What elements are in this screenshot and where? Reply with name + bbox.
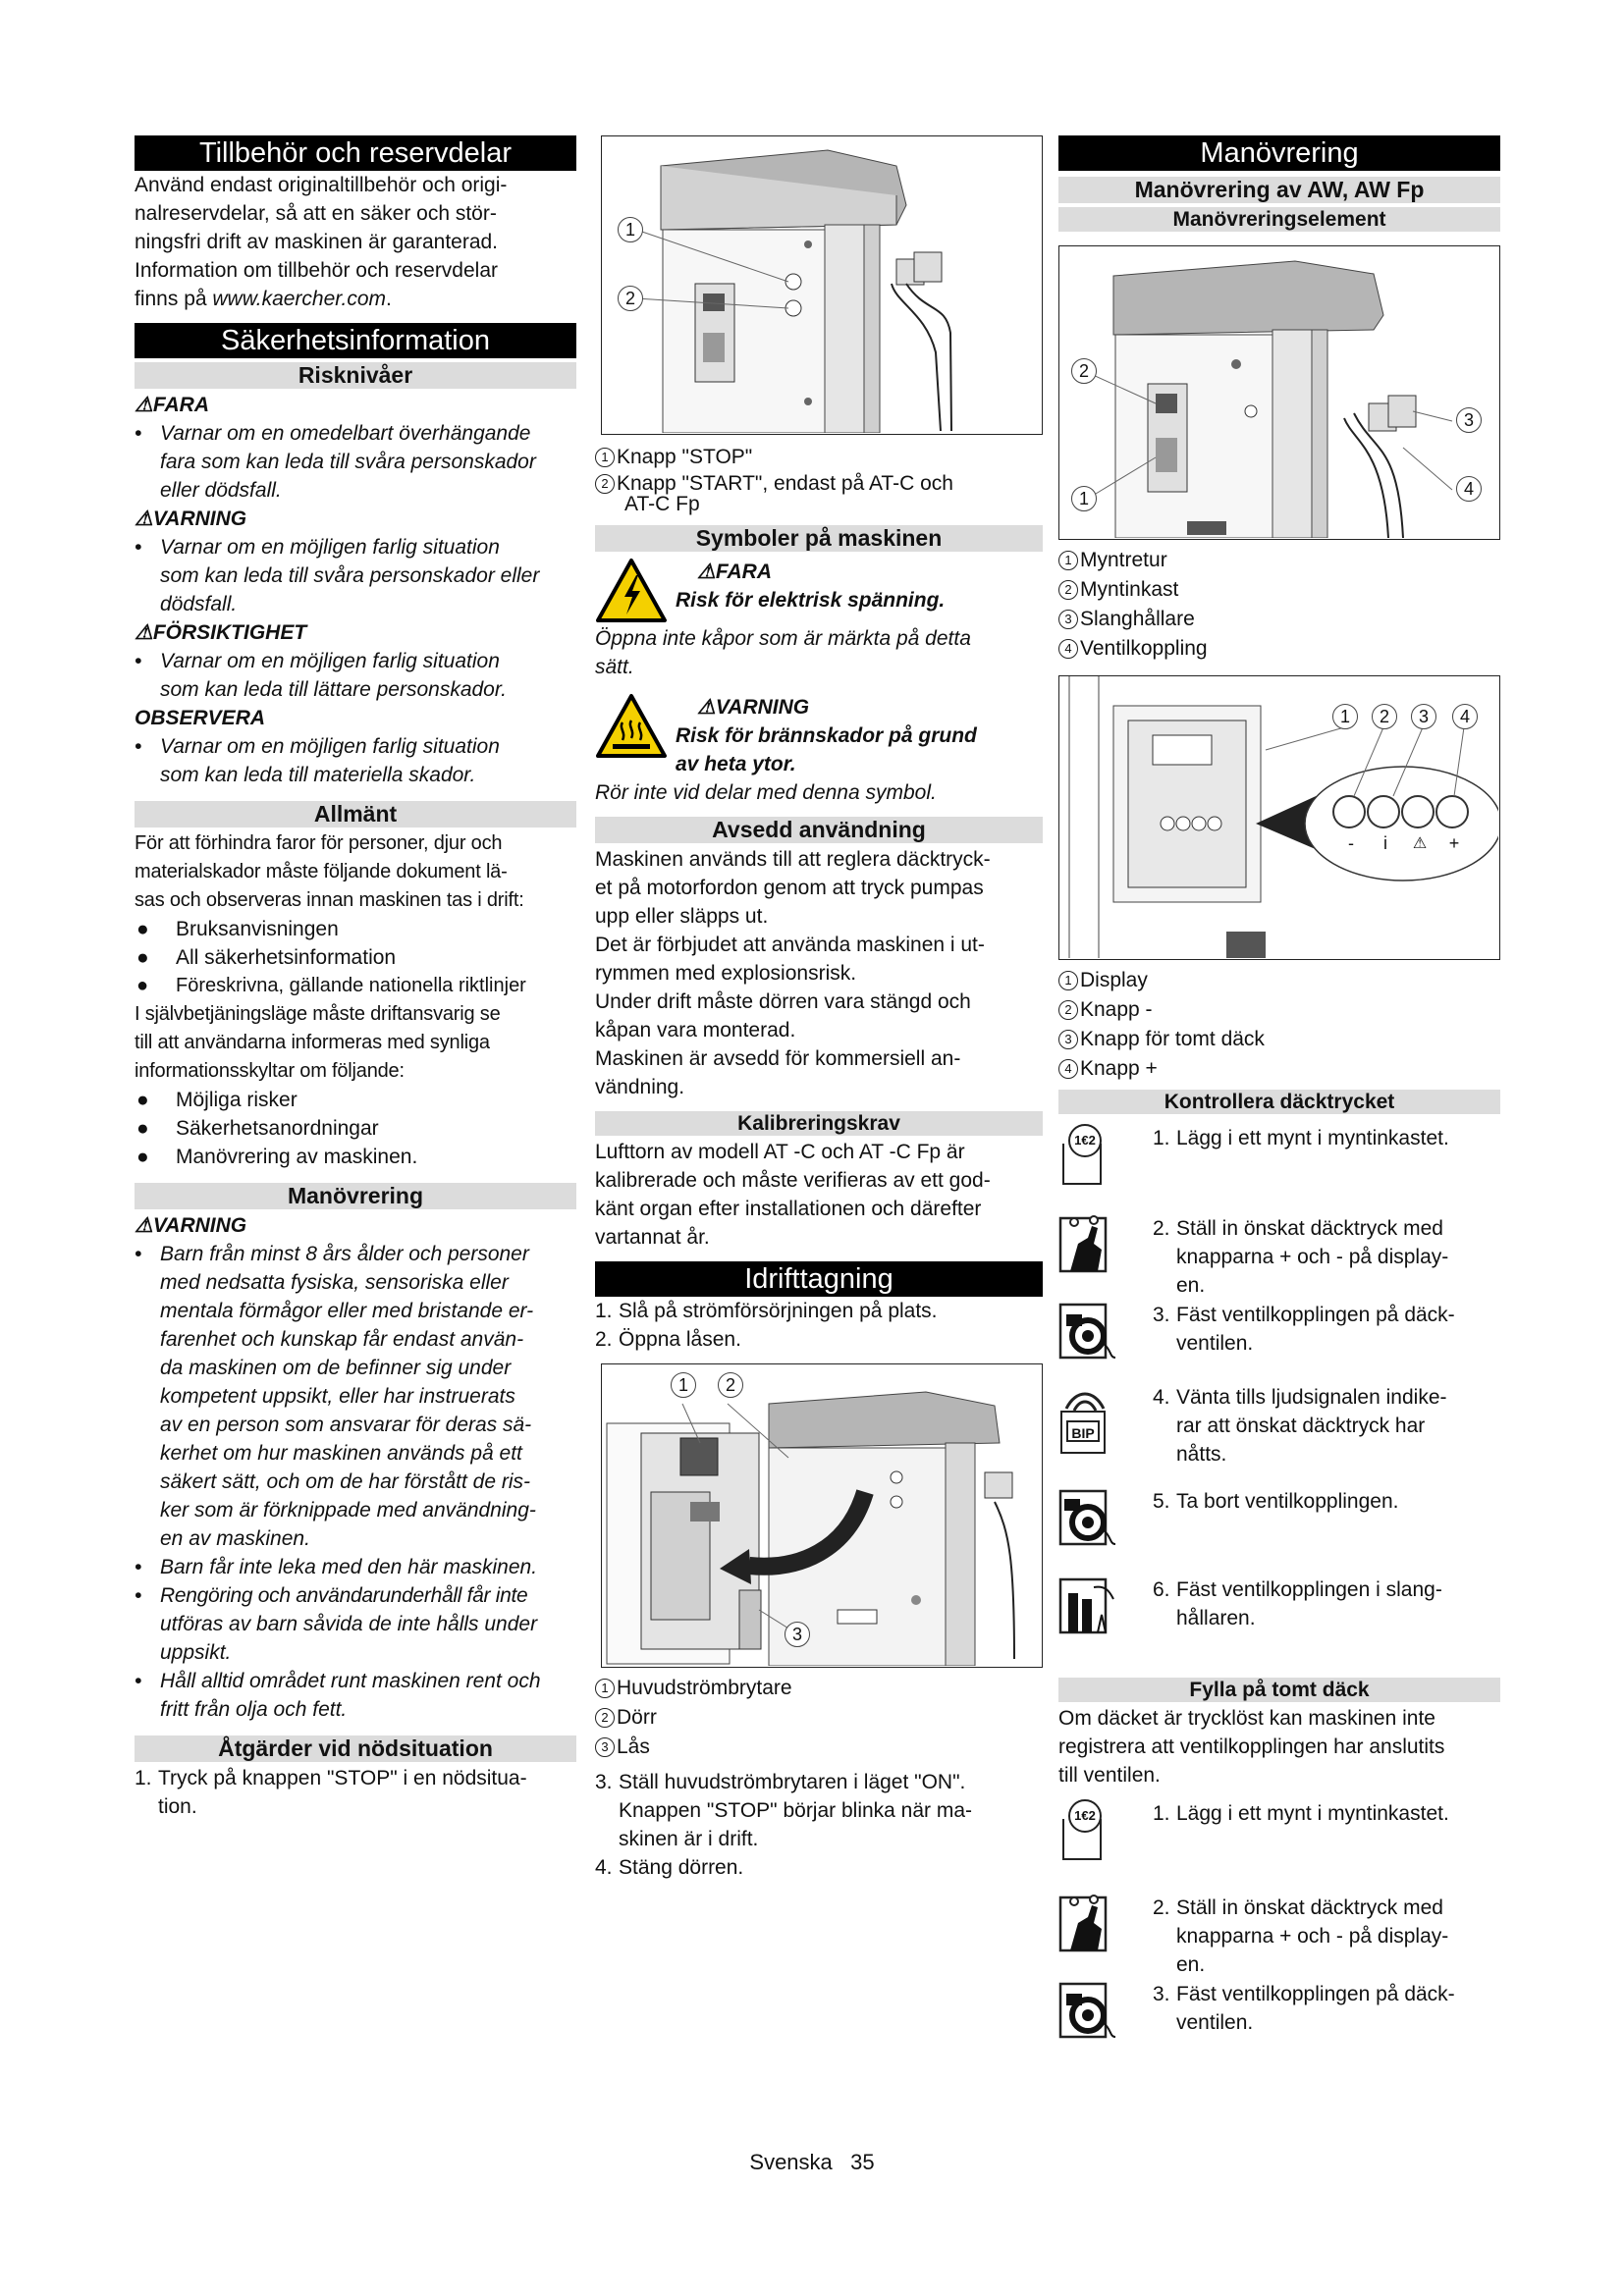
coin-unit-figure	[1058, 245, 1500, 540]
step-number: 2.	[1153, 1896, 1170, 1919]
text: känt organ efter installationen och därefter	[595, 1198, 982, 1220]
text: All säkerhetsinformation	[176, 946, 397, 969]
text: sas och observeras innan maskinen tas i drift:	[135, 889, 524, 911]
legend-item	[595, 1674, 1043, 1703]
list-item	[135, 1114, 576, 1143]
text: rymmen med explosionsrisk.	[595, 962, 857, 985]
callout-1: 1	[671, 1372, 696, 1398]
legend-item	[1058, 1054, 1500, 1084]
step-text	[1153, 1124, 1500, 1152]
text: fara som kan leda till svåra personskador	[160, 451, 536, 473]
coin-label: 1€2	[1068, 1124, 1102, 1157]
list-item	[135, 1667, 576, 1695]
text: utföras av barn såvida de inte hålls under	[160, 1613, 538, 1635]
text: Om däcket är trycklöst kan maskinen inte	[1058, 1707, 1435, 1730]
step-line	[1153, 1124, 1500, 1152]
step-number: 1.	[1153, 1127, 1170, 1149]
text: skinen är i drift.	[619, 1828, 759, 1850]
text: sätt.	[595, 656, 634, 678]
step	[135, 1764, 576, 1792]
text: Lägg i ett mynt i myntinkastet.	[1176, 1802, 1449, 1825]
callout-3: 3	[785, 1622, 810, 1647]
step-line	[1153, 1487, 1500, 1516]
callout-3: 3	[1456, 407, 1482, 433]
text: Fäst ventilkopplingen i slang-	[1176, 1578, 1442, 1601]
text: nåtts.	[1176, 1443, 1227, 1466]
step-number: 3.	[1153, 1983, 1170, 2005]
text: ker som är förknippade med användning-	[160, 1499, 536, 1522]
step-line	[1153, 1575, 1500, 1604]
accessories-prefix: finns på	[135, 288, 213, 310]
text: Håll alltid området runt maskinen rent och	[160, 1670, 541, 1692]
text: da maskinen om de befinner sig under	[160, 1357, 512, 1379]
step-line	[1153, 1894, 1500, 1922]
legend-item	[1058, 634, 1500, 664]
text: Lufttorn av modell AT -C och AT -C Fp är	[595, 1141, 965, 1163]
heading-startup: Idrifttagning	[595, 1261, 1043, 1297]
text: säkert sätt, och om de har förstått de ris-	[160, 1470, 530, 1493]
legend-item	[595, 1733, 1043, 1762]
heading-safety: Säkerhetsinformation	[135, 323, 576, 358]
fara-symbol-row	[595, 558, 1043, 624]
legend-number: 2	[1058, 1000, 1078, 1020]
fill-step	[1058, 1894, 1500, 1980]
text: I självbetjäningsläge måste driftansvarig se	[135, 1003, 501, 1025]
machine-stop-start-figure	[601, 135, 1043, 435]
text: en.	[1176, 1953, 1206, 1976]
column-right	[1058, 135, 1500, 2049]
valve-tire-icon	[1058, 1301, 1117, 1360]
text: eller dödsfall.	[160, 479, 282, 502]
callout-4: 4	[1452, 704, 1478, 729]
text: vartannat år.	[595, 1226, 710, 1249]
text: vändning.	[595, 1076, 685, 1098]
text: Lägg i ett mynt i myntinkastet.	[1176, 1127, 1449, 1149]
legend-text: Knapp -	[1080, 998, 1153, 1021]
bullet-icon: •	[135, 1243, 142, 1265]
bullet-icon: ●	[136, 1117, 149, 1140]
coin-icon	[1058, 1799, 1117, 1858]
control-panel-legend	[1058, 966, 1500, 1084]
fig1-legend	[595, 443, 1043, 513]
text: Varnar om en möjligen farlig situation	[160, 735, 500, 758]
heading-control-elements: Manövreringselement	[1058, 207, 1500, 232]
list-item	[135, 972, 576, 1000]
step-number: 2.	[595, 1328, 613, 1351]
text: knapparna + och - på display-	[1176, 1246, 1449, 1268]
operation-warnings	[135, 1240, 576, 1724]
legend-number: 1	[595, 448, 615, 467]
text: ventilen.	[1176, 2011, 1254, 2034]
legend-item	[595, 443, 1043, 472]
step-number: 1.	[595, 1300, 613, 1322]
callout-3: 3	[1411, 704, 1436, 729]
text: med nedsatta fysiska, sensoriska eller	[160, 1271, 509, 1294]
text: fritt från olja och fett.	[160, 1698, 348, 1721]
bullet-icon: ●	[136, 975, 149, 996]
heading-symbols: Symboler på maskinen	[595, 525, 1043, 552]
list-item	[135, 647, 576, 675]
list-item	[135, 732, 576, 761]
step-line	[1153, 1383, 1500, 1412]
step-number: 6.	[1153, 1578, 1170, 1601]
text: Det är förbjudet att använda maskinen i ut-	[595, 934, 985, 956]
fill-step	[1058, 1799, 1500, 1894]
varning-label: ⚠VARNING	[135, 1214, 247, 1237]
list-item	[135, 1240, 576, 1268]
fara-label: ⚠FARA	[135, 394, 209, 416]
list-item	[135, 1143, 576, 1171]
heading-fill-empty: Fylla på tomt däck	[1058, 1678, 1500, 1702]
legend-text: Knapp för tomt däck	[1080, 1028, 1265, 1050]
text: Stäng dörren.	[619, 1856, 744, 1879]
varning-symbol-text	[676, 693, 977, 778]
step-number: 4.	[595, 1856, 613, 1879]
check-step	[1058, 1301, 1500, 1383]
bullet-icon: •	[135, 536, 142, 559]
text: Slå på strömförsörjningen på plats.	[619, 1300, 938, 1322]
valve-tire-icon	[1058, 1980, 1117, 2039]
heading-calibration: Kalibreringskrav	[595, 1111, 1043, 1136]
bip-label: BIP	[1066, 1420, 1100, 1442]
list-item	[135, 1553, 576, 1581]
list-item	[135, 1086, 576, 1114]
legend-item	[1058, 575, 1500, 605]
legend-number: 3	[1058, 1030, 1078, 1049]
main-switch-figure	[601, 1363, 1043, 1668]
text: ventilen.	[1176, 1332, 1254, 1355]
text: Maskinen används till att reglera däcktryck-	[595, 848, 991, 871]
callout-2: 2	[718, 1372, 743, 1398]
text: Ställ in önskat däcktryck med	[1176, 1896, 1443, 1919]
step-text	[1153, 1487, 1500, 1516]
text: Manövrering av maskinen.	[176, 1146, 418, 1168]
heading-operation-main: Manövrering	[1058, 135, 1500, 171]
step	[595, 1297, 1043, 1325]
bullet-icon: ●	[136, 946, 149, 969]
list-item	[135, 943, 576, 972]
accessories-suffix: .	[386, 288, 392, 310]
text: Föreskrivna, gällande nationella riktlinjer	[176, 975, 526, 996]
minus-label: -	[1348, 833, 1354, 853]
varning-title: Risk för brännskador på grund	[676, 724, 977, 747]
control-panel-figure	[1058, 675, 1500, 960]
text: rar att önskat däcktryck har	[1176, 1415, 1426, 1437]
legend-item	[1058, 546, 1500, 575]
page-number: 35	[850, 2150, 875, 2174]
step-number: 1.	[1153, 1802, 1170, 1825]
info-label: i	[1383, 833, 1387, 853]
text: som kan leda till materiella skador.	[160, 764, 476, 786]
legend-text: AT-C Fp	[624, 493, 700, 515]
varning-symbol-row	[595, 693, 1043, 778]
legend-text: Myntretur	[1080, 549, 1167, 571]
bullet-icon: •	[135, 422, 142, 445]
observera-label: OBSERVERA	[135, 707, 266, 729]
text: kerhet om hur maskinen används på ett	[160, 1442, 522, 1465]
callout-2: 2	[1071, 358, 1097, 384]
text: farenhet och kunskap får endast använ-	[160, 1328, 524, 1351]
list-item	[135, 915, 576, 943]
text: av en person som ansvarar för deras sä-	[160, 1414, 532, 1436]
legend-text: Knapp "STOP"	[617, 446, 753, 468]
accessories-line: Använd endast originaltillbehör och origi-	[135, 174, 508, 196]
text: Öppna låsen.	[619, 1328, 741, 1351]
text: Ställ in önskat däcktryck med	[1176, 1217, 1443, 1240]
text: registrera att ventilkopplingen har anslutits	[1058, 1735, 1445, 1758]
footer-language: Svenska	[749, 2150, 833, 2174]
legend-text: Lås	[617, 1735, 650, 1758]
callout-1: 1	[1332, 704, 1358, 729]
legend-text: Knapp "START", endast på AT-C och	[617, 472, 953, 495]
coin-unit-illustration	[1059, 246, 1498, 538]
step-number: 3.	[1153, 1304, 1170, 1326]
text: Barn får inte leka med den här maskinen.	[160, 1556, 538, 1578]
accessories-line: Information om tillbehör och reservdelar	[135, 259, 499, 282]
check-step	[1058, 1383, 1500, 1487]
step	[595, 1325, 1043, 1354]
step-text	[1153, 1980, 1500, 2037]
valve-remove-icon	[1058, 1487, 1117, 1546]
text: Tryck på knappen "STOP" i en nödsitua-	[158, 1767, 527, 1789]
legend-number: 4	[1058, 639, 1078, 659]
text: Varnar om en möjligen farlig situation	[160, 650, 500, 672]
step-text	[1153, 1894, 1500, 1979]
text: en av maskinen.	[160, 1527, 310, 1550]
check-step	[1058, 1124, 1500, 1214]
text: kåpan vara monterad.	[595, 1019, 796, 1041]
bullet-icon: •	[135, 1584, 142, 1607]
column-left	[135, 135, 576, 1821]
callout-1: 1	[1071, 486, 1097, 511]
text: Rengöring och användarunderhåll får inte	[160, 1584, 528, 1607]
legend-text: Ventilkoppling	[1080, 637, 1208, 660]
legend-item	[1058, 605, 1500, 634]
legend-text: Slanghållare	[1080, 608, 1195, 630]
step-line	[1153, 1980, 1500, 2008]
accessories-line	[135, 285, 576, 313]
text: till ventilen.	[1058, 1764, 1161, 1787]
accessories-line: ningsfri drift av maskinen är garanterad.	[135, 231, 499, 253]
hand-buttons-icon	[1058, 1894, 1117, 1952]
sound-waves-icon	[1058, 1383, 1117, 1413]
legend-text: Huvudströmbrytare	[617, 1677, 792, 1699]
text: informationsskyltar om följande:	[135, 1060, 405, 1082]
hot-surface-warning-icon	[595, 693, 668, 760]
open-door-illustration	[602, 1364, 1041, 1666]
text: Säkerhetsanordningar	[176, 1117, 379, 1140]
step-text	[1153, 1575, 1500, 1632]
text: Bruksanvisningen	[176, 918, 339, 940]
text: Varnar om en möjligen farlig situation	[160, 536, 500, 559]
legend-number: 2	[595, 474, 615, 494]
text: Fäst ventilkopplingen på däck-	[1176, 1304, 1455, 1326]
step-text	[1153, 1799, 1500, 1828]
page-footer	[0, 2150, 1624, 2175]
callout-4: 4	[1456, 476, 1482, 502]
step-text	[1153, 1301, 1500, 1358]
bullet-icon: ●	[136, 918, 149, 940]
check-step	[1058, 1214, 1500, 1301]
check-step	[1058, 1575, 1500, 1666]
text: som kan leda till svåra personskador eller	[160, 564, 540, 587]
text: knapparna + och - på display-	[1176, 1925, 1449, 1948]
column-middle	[595, 135, 1043, 1882]
text: tion.	[158, 1795, 197, 1818]
legend-number: 2	[595, 1708, 615, 1728]
list-item	[135, 419, 576, 448]
step-number: 4.	[1153, 1386, 1170, 1409]
legend-text: Myntinkast	[1080, 578, 1179, 601]
text: et på motorfordon genom att tryck pumpas	[595, 877, 984, 899]
text: För att förhindra faror för personer, djur och	[135, 832, 503, 854]
startup-legend	[595, 1674, 1043, 1762]
text: Möjliga risker	[176, 1089, 298, 1111]
heading-intended-use: Avsedd användning	[595, 817, 1043, 843]
coin-icon	[1058, 1124, 1117, 1183]
text: upp eller släpps ut.	[595, 905, 769, 928]
hose-holder-icon	[1058, 1575, 1117, 1634]
warning-label: ⚠	[1412, 835, 1428, 852]
heading-risk-levels: Risknivåer	[135, 362, 576, 389]
heading-check-pressure: Kontrollera däcktrycket	[1058, 1090, 1500, 1114]
bullet-icon: •	[135, 1670, 142, 1692]
legend-number: 1	[595, 1679, 615, 1698]
callout-1: 1	[618, 217, 643, 242]
step	[595, 1768, 1043, 1796]
legend-number: 2	[1058, 580, 1078, 600]
legend-number: 3	[1058, 610, 1078, 629]
heading-general: Allmänt	[135, 801, 576, 828]
text: Barn från minst 8 års ålder och personer	[160, 1243, 529, 1265]
text: Fäst ventilkopplingen på däck-	[1176, 1983, 1455, 2005]
heading-operation-aw: Manövrering av AW, AW Fp	[1058, 177, 1500, 203]
forsiktighet-label: ⚠FÖRSIKTIGHET	[135, 621, 307, 644]
text: Varnar om en omedelbart överhängande	[160, 422, 531, 445]
callout-2: 2	[1372, 704, 1397, 729]
legend-text: Display	[1080, 969, 1148, 991]
varning-label: ⚠VARNING	[135, 507, 247, 530]
coin-label: 1€2	[1068, 1799, 1102, 1833]
coin-unit-legend	[1058, 546, 1500, 664]
fara-symbol-text	[676, 558, 945, 614]
text: Maskinen är avsedd för kommersiell an-	[595, 1047, 961, 1070]
legend-text: Dörr	[617, 1706, 657, 1729]
callout-2: 2	[618, 286, 643, 311]
bullet-icon: •	[135, 735, 142, 758]
step-text	[1153, 1214, 1500, 1300]
legend-number: 1	[1058, 971, 1078, 990]
list-item	[135, 1581, 576, 1610]
fill-step	[1058, 1980, 1500, 2049]
step-text	[1153, 1383, 1500, 1468]
heading-accessories: Tillbehör och reservdelar	[135, 135, 576, 171]
text: kalibrerade och måste verifieras av ett god-	[595, 1169, 991, 1192]
text: uppsikt.	[160, 1641, 232, 1664]
accessories-line: nalreservdelar, så att en säker och stör-	[135, 202, 497, 225]
bullet-icon: •	[135, 650, 142, 672]
legend-text: Knapp +	[1080, 1057, 1158, 1080]
bullet-icon: ●	[136, 1089, 149, 1111]
text: dödsfall.	[160, 593, 238, 615]
varning-title: av heta ytor.	[676, 753, 796, 775]
fara-label: ⚠FARA	[697, 561, 772, 583]
legend-item	[1058, 966, 1500, 995]
text: hållaren.	[1176, 1607, 1256, 1629]
heading-operation: Manövrering	[135, 1183, 576, 1209]
legend-item	[1058, 995, 1500, 1025]
legend-number: 1	[1058, 551, 1078, 570]
step-number: 2.	[1153, 1217, 1170, 1240]
electric-warning-icon	[595, 558, 668, 624]
check-step	[1058, 1487, 1500, 1575]
step-line	[1153, 1301, 1500, 1329]
plus-label: +	[1448, 833, 1460, 853]
text: Öppna inte kåpor som är märkta på detta	[595, 627, 971, 650]
bip-signal-icon	[1058, 1383, 1117, 1462]
list-item	[135, 533, 576, 561]
kaercher-link[interactable]: www.kaercher.com	[212, 288, 386, 310]
text: Rör inte vid delar med denna symbol.	[595, 781, 937, 804]
step	[595, 1853, 1043, 1882]
text: till att användarna informeras med synliga	[135, 1032, 490, 1053]
machine-illustration	[602, 136, 1041, 433]
legend-item	[1058, 1025, 1500, 1054]
step-number: 3.	[595, 1771, 613, 1793]
fara-title: Risk för elektrisk spänning.	[676, 589, 946, 612]
step-number: 1.	[135, 1767, 152, 1789]
bullet-icon: ●	[136, 1146, 149, 1168]
text: kompetent uppsikt, eller har instruerats	[160, 1385, 515, 1408]
text: mentala förmågor eller med bristande er-	[160, 1300, 534, 1322]
varning-label: ⚠VARNING	[697, 696, 810, 719]
text: materialskador måste följande dokument lä-	[135, 861, 508, 882]
bullet-icon: •	[135, 1556, 142, 1578]
text: Ta bort ventilkopplingen.	[1176, 1490, 1399, 1513]
text: en.	[1176, 1274, 1206, 1297]
step-line	[1153, 1214, 1500, 1243]
legend-number: 4	[1058, 1059, 1078, 1079]
text: som kan leda till lättare personskador.	[160, 678, 507, 701]
text: Knappen "STOP" börjar blinka när ma-	[619, 1799, 973, 1822]
hand-buttons-icon	[1058, 1214, 1117, 1273]
legend-item	[595, 1703, 1043, 1733]
step-line	[1153, 1799, 1500, 1828]
legend-number: 3	[595, 1737, 615, 1757]
text: Vänta tills ljudsignalen indike-	[1176, 1386, 1447, 1409]
step-number: 5.	[1153, 1490, 1170, 1513]
heading-emergency: Åtgärder vid nödsituation	[135, 1735, 576, 1762]
text: Under drift måste dörren vara stängd och	[595, 990, 971, 1013]
text: Ställ huvudströmbrytaren i läget "ON".	[619, 1771, 966, 1793]
